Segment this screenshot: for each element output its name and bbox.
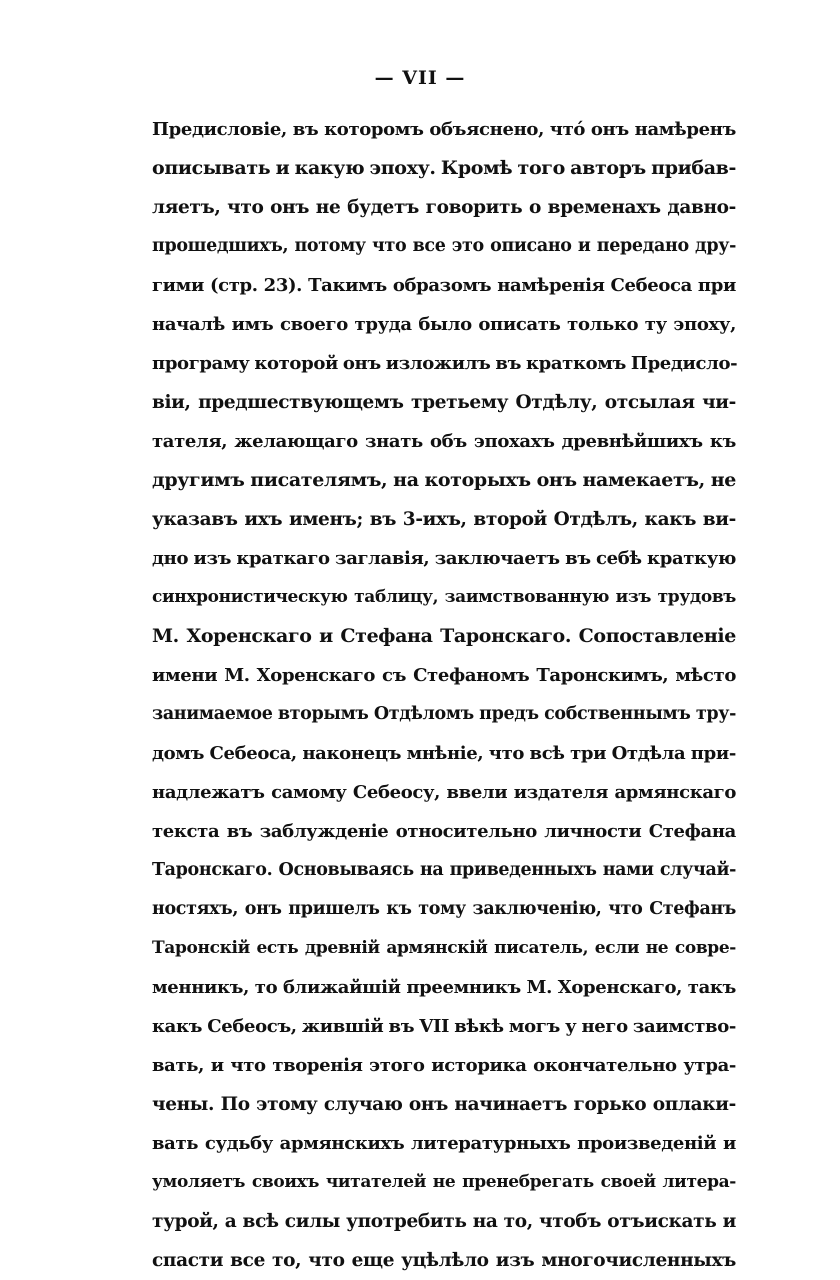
text-line: ляетъ, что онъ не будетъ говорить о временахъ давно-: [152, 197, 736, 218]
text-line: надлежатъ самому Себеосу, ввели издателя армянскаго: [152, 782, 736, 803]
text-line: занимаемое вторымъ Отдѣломъ предъ собственнымъ тру-: [152, 704, 736, 724]
text-line: турой, а всѣ силы употребить на то, чтобъ отъискать и: [152, 1211, 736, 1232]
text-line: ностяхъ, онъ пришелъ къ тому заключенію, что Стефанъ: [152, 899, 736, 919]
text-line: програму которой онъ изложилъ въ краткомъ Предисло-: [152, 353, 738, 374]
text-line: вать, и что творенія этого историка окончательно утра-: [152, 1055, 736, 1076]
page-number-header: — VII —: [374, 67, 466, 89]
text-line: синхронистическую таблицу, заимствованную изъ трудовъ: [152, 587, 736, 607]
text-line: Таронскаго. Основываясь на приведенныхъ нами случай-: [152, 860, 736, 880]
text-line: умоляетъ своихъ читателей не пренебрегать своей литера-: [152, 1172, 736, 1192]
text-line: указавъ ихъ именъ; въ 3-ихъ, второй Отдѣлъ, какъ ви-: [152, 509, 736, 530]
body-text: [152, 110, 736, 1280]
text-line: віи, предшествующемъ третьему Отдѣлу, отсылая чи-: [152, 392, 736, 413]
text-line: другимъ писателямъ, на которыхъ онъ намекаетъ, не: [152, 469, 736, 491]
text-line: Таронскій есть древній армянскій писатель, если не совре-: [152, 938, 736, 958]
text-line: дно изъ краткаго заглавія, заключаетъ въ себѣ краткую: [152, 548, 736, 569]
text-line: текста въ заблужденіе относительно личности Стефана: [152, 821, 736, 842]
text-line: прошедшихъ, потому что все это описано и передано дру-: [152, 236, 736, 256]
text-line: гими (стр. 23). Такимъ образомъ намѣренія Себеоса при: [152, 275, 736, 296]
text-line: М. Хоренскаго и Стефана Таронскаго. Сопоставленіе: [152, 625, 736, 647]
text-line: вать судьбу армянскихъ литературныхъ произведеній и: [152, 1133, 736, 1154]
text-line: началѣ имъ своего труда было описать только ту эпоху,: [152, 314, 736, 335]
text-line: тателя, желающаго знать объ эпохахъ древнѣйшихъ къ: [152, 431, 736, 452]
text-line: описывать и какую эпоху. Кромѣ того авторъ прибав-: [152, 157, 737, 179]
text-line: домъ Себеоса, наконецъ мнѣніе, что всѣ три Отдѣла при-: [152, 743, 736, 764]
text-line: менникъ, то ближайшій преемникъ М. Хоренскаго, такъ: [152, 977, 736, 998]
text-line: какъ Себеосъ, жившій въ VII вѣкѣ могъ у него заимство-: [152, 1016, 736, 1037]
text-line: чены. По этому случаю онъ начинаетъ горько оплаки-: [152, 1094, 736, 1115]
text-line: Предисловіе, въ которомъ объяснено, чтó онъ намѣренъ: [152, 119, 736, 140]
text-line: спасти все то, что еще уцѣлѣло изъ многочисленныхъ: [152, 1250, 736, 1271]
text-line: имени М. Хоренскаго съ Стефаномъ Таронскимъ, мѣсто: [152, 665, 736, 686]
